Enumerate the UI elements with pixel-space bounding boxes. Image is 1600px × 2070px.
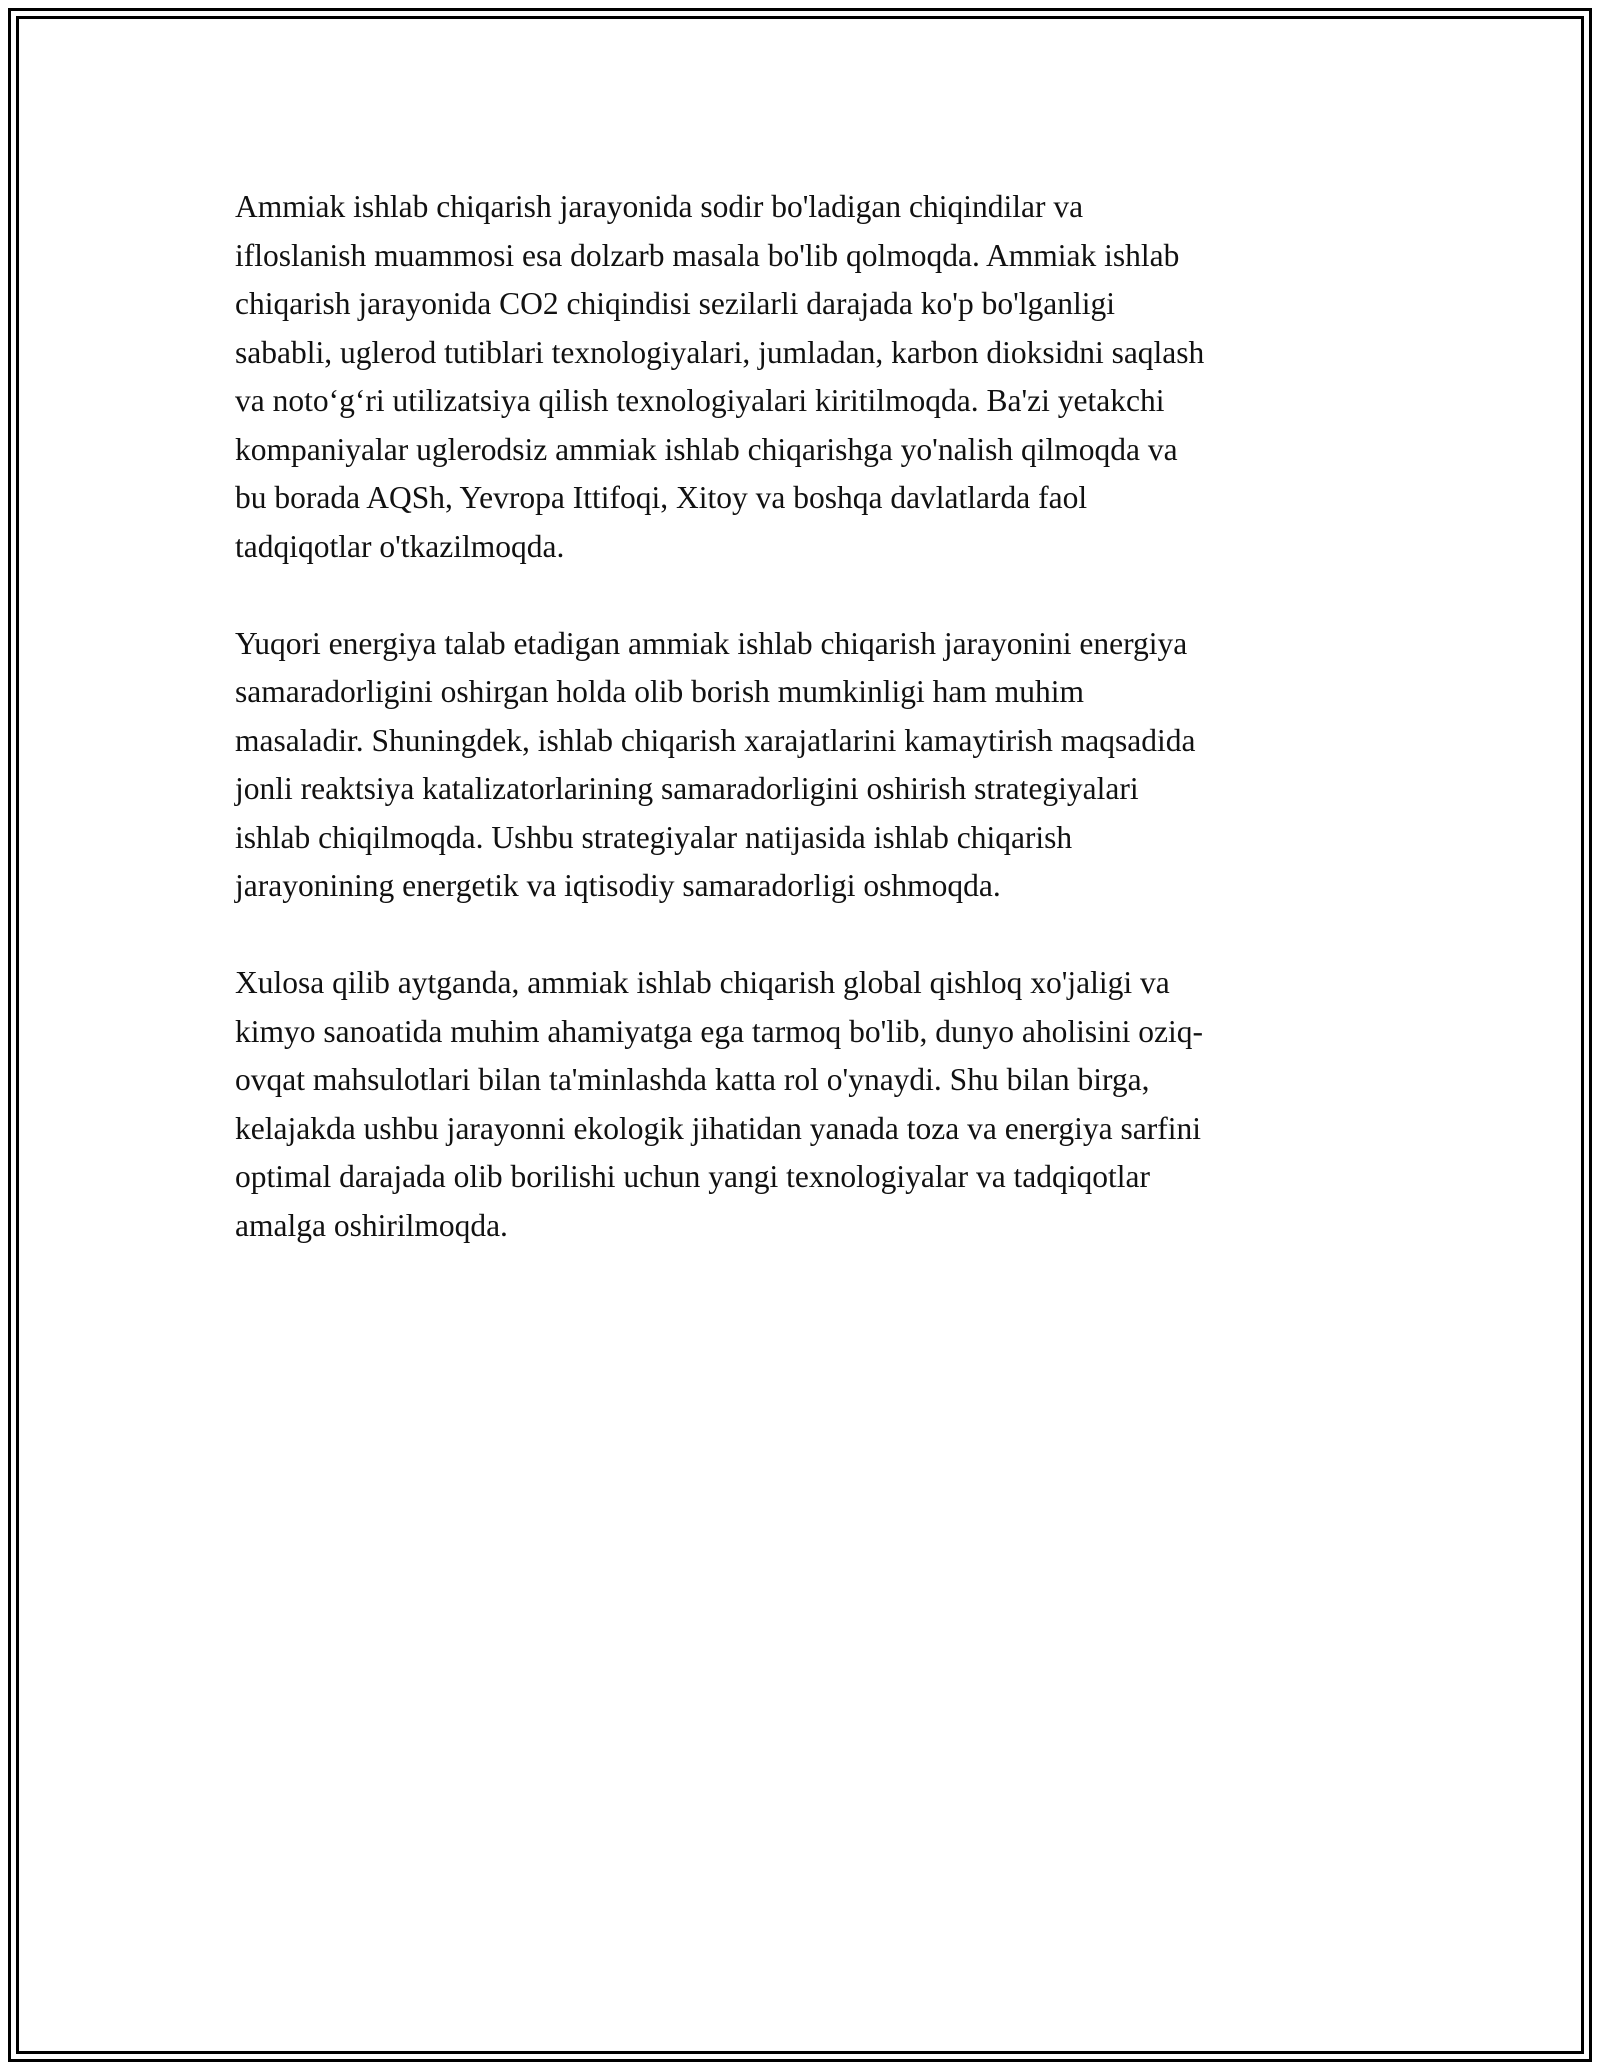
text-line: ovqat mahsulotlari bilan ta'minlashda katta rol o'ynaydi. Shu bilan birga,	[235, 1062, 1150, 1097]
text-line: Ammiak ishlab chiqarish jarayonida sodir bo'ladigan chiqindilar va	[235, 189, 1084, 224]
text-line: Xulosa qilib aytganda, ammiak ishlab chiqarish global qishloq xo'jaligi va	[235, 965, 1170, 1000]
text-line: va noto‘g‘ri utilizatsiya qilish texnologiyalari kiritilmoqda. Ba'zi yetakchi	[235, 383, 1165, 418]
text-line: tadqiqotlar o'tkazilmoqda.	[235, 528, 565, 564]
text-line: kimyo sanoatida muhim ahamiyatga ega tarmoq bo'lib, dunyo aholisini oziq-	[235, 1013, 1203, 1049]
text-line: amalga oshirilmoqda.	[235, 1207, 508, 1243]
text-line: optimal darajada olib borilishi uchun yangi texnologiyalar va tadqiqotlar	[235, 1159, 1151, 1194]
text-line: chiqarish jarayonida CO2 chiqindisi sezilarli darajada ko'p bo'lganligi	[235, 286, 1115, 321]
document-body	[235, 183, 1365, 1299]
paragraph-conclusion	[235, 959, 1365, 1250]
text-line: jarayonining energetik va iqtisodiy samaradorligi oshmoqda.	[235, 868, 1001, 903]
paragraph-energy-efficiency	[235, 620, 1365, 911]
text-line: bu borada AQSh, Yevropa Ittifoqi, Xitoy va boshqa davlatlarda faol	[235, 480, 1088, 515]
text-line: jonli reaktsiya katalizatorlarining samaradorligini oshirish strategiyalari	[235, 771, 1139, 806]
text-line: Yuqori energiya talab etadigan ammiak ishlab chiqarish jarayonini energiya	[235, 625, 1188, 661]
text-line: ifloslanish muammosi esa dolzarb masala bo'lib qolmoqda. Ammiak ishlab	[235, 237, 1180, 273]
text-line: masaladir. Shuningdek, ishlab chiqarish xarajatlarini kamaytirish maqsadida	[235, 722, 1196, 758]
text-line: kompaniyalar uglerodsiz ammiak ishlab chiqarishga yo'nalish qilmoqda va	[235, 431, 1178, 467]
text-line: sababli, uglerod tutiblari texnologiyalari, jumladan, karbon dioksidni saqlash	[235, 334, 1205, 370]
paragraph-emissions	[235, 183, 1365, 571]
text-line: samaradorligini oshirgan holda olib borish mumkinligi ham muhim	[235, 674, 1084, 709]
text-line: ishlab chiqilmoqda. Ushbu strategiyalar natijasida ishlab chiqarish	[235, 819, 1073, 855]
text-line: kelajakda ushbu jarayonni ekologik jihatidan yanada toza va energiya sarfini	[235, 1110, 1201, 1146]
